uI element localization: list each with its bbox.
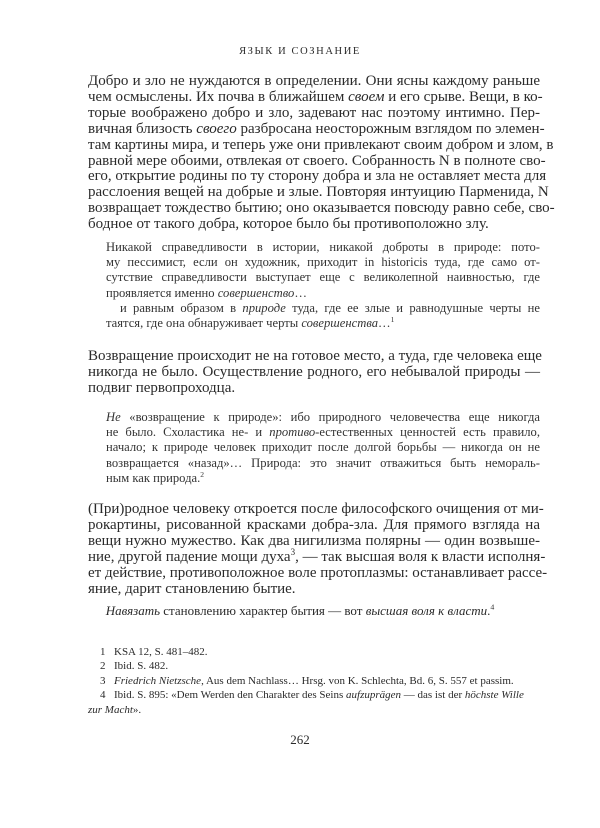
text-line bbox=[106, 471, 540, 486]
text-run: Ibid. S. 895: «Dem Werden den Charakter des Seins bbox=[114, 689, 347, 702]
text-line bbox=[88, 518, 540, 534]
text-line bbox=[88, 136, 554, 154]
footnote bbox=[88, 659, 540, 673]
text-run: никогда не было. Осуществление родного, его небывалой природы — bbox=[88, 363, 540, 380]
emphasis-text: своем bbox=[348, 88, 385, 105]
text-run: ». bbox=[132, 703, 142, 716]
text-run: там картины мира, и теперь уже они привлекают своим добром и злом, в bbox=[88, 136, 554, 153]
text-run: туда, где ее злые и равнодушные черты не bbox=[285, 300, 540, 315]
text-line bbox=[106, 240, 540, 255]
centered-epigraph bbox=[0, 603, 600, 619]
emphasis-text: совершенства bbox=[301, 316, 378, 331]
text-line bbox=[106, 425, 540, 440]
footnote-number: 3 bbox=[100, 674, 106, 687]
footnotes bbox=[88, 645, 540, 717]
text-run: расслоения вещей на добрые и злые. Повторяя интуицию Парменида, N bbox=[88, 184, 549, 201]
text-line bbox=[88, 349, 540, 365]
footnote-ref: 3 bbox=[290, 546, 296, 557]
text-run: вичная близость bbox=[88, 120, 197, 137]
text-line bbox=[88, 168, 547, 185]
text-line bbox=[88, 546, 546, 566]
text-run: вещи нужно мужество. Как два нигилизма полярны — один возвыше- bbox=[88, 532, 540, 549]
emphasis-text: höchste Wille zur Macht bbox=[88, 689, 524, 716]
text-line bbox=[88, 74, 540, 90]
emphasis-text: Не bbox=[106, 410, 121, 424]
emphasis-text: aufzuprägen bbox=[346, 689, 402, 702]
footnote bbox=[88, 688, 540, 717]
text-run: проявляется именно bbox=[106, 285, 218, 300]
text-line bbox=[88, 365, 540, 381]
text-run: таятся, где она обнаруживает черты bbox=[106, 316, 302, 331]
text-run: возвращается «назад»… Природа: это значит отважиться быть немораль- bbox=[106, 455, 540, 470]
text-run: не было. Схоластика не- и bbox=[106, 425, 270, 440]
text-line bbox=[106, 316, 540, 331]
block-quote bbox=[106, 240, 540, 331]
text-line bbox=[106, 255, 540, 270]
text-line bbox=[106, 270, 540, 285]
text-run: бодное от такого добра, которое было бы противоположно злу. bbox=[88, 216, 489, 233]
text-run: Добро и зло не нуждаются в определении. Они ясны каждому раньше bbox=[88, 73, 540, 89]
emphasis-text: природе bbox=[242, 300, 286, 315]
page-number: 262 bbox=[290, 732, 310, 747]
emphasis-text: противо bbox=[269, 425, 316, 440]
text-line bbox=[106, 410, 540, 425]
text-run: … bbox=[294, 285, 307, 300]
text-line bbox=[88, 200, 555, 217]
paragraph bbox=[88, 501, 548, 597]
paragraph bbox=[88, 73, 555, 233]
text-line bbox=[88, 381, 540, 397]
text-run: равной мере обоими, отвлекая от своего. Собранность N в полноте сво- bbox=[88, 152, 546, 169]
text-run: «возвращение к природе»: ибо природного человечества еще никогда bbox=[120, 410, 540, 424]
text-run: подвиг первопроходца. bbox=[88, 379, 236, 396]
text-run: возвращает тождество бытию; оно оказывается повсюду равно себе, сво- bbox=[88, 200, 555, 217]
text-run: , — так высшая воля к власти исполня- bbox=[295, 548, 546, 565]
text-line bbox=[88, 534, 540, 550]
text-run: Ibid. S. 482. bbox=[114, 660, 169, 673]
emphasis-text: Friedrich Nietzsche bbox=[114, 674, 202, 687]
emphasis-text: высшая воля к власти bbox=[365, 603, 488, 618]
text-run: , Aus dem Nachlass… Hrsg. von K. Schlechta, Bd. 6, S. 557 et passim. bbox=[201, 674, 514, 687]
footnote bbox=[88, 674, 540, 688]
footnote-number: 1 bbox=[100, 646, 106, 658]
text-run: сутствие справедливости выступает еще с великолепной наивностью, где bbox=[106, 270, 540, 285]
text-line bbox=[106, 456, 540, 471]
text-line bbox=[106, 440, 540, 455]
footnote-ref: 2 bbox=[200, 469, 205, 479]
text-line bbox=[88, 582, 540, 598]
text-line bbox=[88, 184, 549, 201]
text-run: му пессимист, если он художник, приходит in historicis туда, где само от- bbox=[106, 255, 540, 270]
paragraph bbox=[88, 349, 540, 397]
emphasis-text: Навязать bbox=[105, 603, 161, 618]
text-run: — das ist der bbox=[401, 689, 465, 702]
text-run: и его срыве. Вещи, в ко- bbox=[384, 88, 543, 105]
text-run: KSA 12, S. 481–482. bbox=[114, 646, 208, 658]
emphasis-text: своего bbox=[196, 120, 237, 137]
text-run: ние, другой падение мощи духа bbox=[88, 548, 291, 565]
text-run: его, открытие родины по ту сторону добра и зла не оставляет места для bbox=[88, 168, 547, 185]
text-run: становлению характер бытия — вот bbox=[160, 603, 366, 618]
text-run: ет действие, противоположное воле протоплазмы: останавливает рассе- bbox=[88, 564, 548, 581]
running-header: ЯЗЫК И СОЗНАНИЕ bbox=[239, 46, 361, 57]
text-run: ным как природа. bbox=[106, 470, 201, 485]
text-line bbox=[88, 88, 543, 106]
text-run: -естественных ценностей есть правило, bbox=[315, 425, 540, 440]
emphasis-text: совершенство bbox=[217, 285, 295, 300]
footnote bbox=[88, 645, 540, 659]
text-run: начало; к природе человек приходит после долгой борьбы — никогда он не bbox=[106, 440, 540, 455]
footnote-ref: 4 bbox=[490, 602, 495, 612]
text-run: … bbox=[378, 316, 391, 331]
text-line bbox=[88, 106, 540, 122]
footnote-number: 4 bbox=[100, 689, 106, 702]
text-line bbox=[88, 501, 544, 518]
text-line bbox=[88, 217, 540, 233]
block-quote bbox=[106, 410, 540, 486]
text-run: Возвращение происходит не на готовое место, а туда, где человека еще bbox=[88, 348, 542, 364]
text-line bbox=[88, 152, 546, 170]
text-run: чем осмыслены. Их почва в ближайшем bbox=[88, 88, 349, 105]
text-run: . bbox=[487, 603, 491, 618]
footnote-number: 2 bbox=[100, 660, 106, 673]
text-line bbox=[106, 301, 540, 316]
text-line bbox=[88, 564, 548, 582]
text-run: Никакой справедливости в истории, никакой доброты в природе: пото- bbox=[106, 240, 540, 254]
text-line bbox=[88, 120, 545, 138]
text-run: (При)родное человеку откроется после философского очищения от ми- bbox=[88, 501, 544, 517]
text-run: рокартины, рисованной красками добра-зла. Для прямого взгляда на bbox=[88, 516, 540, 533]
text-run: и равным образом в bbox=[120, 300, 243, 315]
text-run: яние, дарит становлению бытие. bbox=[88, 580, 296, 597]
text-run: торые воображено добро и зло, задевают нас поэтому интимно. Пер- bbox=[88, 104, 540, 121]
text-line bbox=[106, 286, 540, 301]
text-run: разбросана неосторожным взглядом по элемен- bbox=[236, 120, 545, 137]
footnote-ref: 1 bbox=[390, 314, 395, 324]
